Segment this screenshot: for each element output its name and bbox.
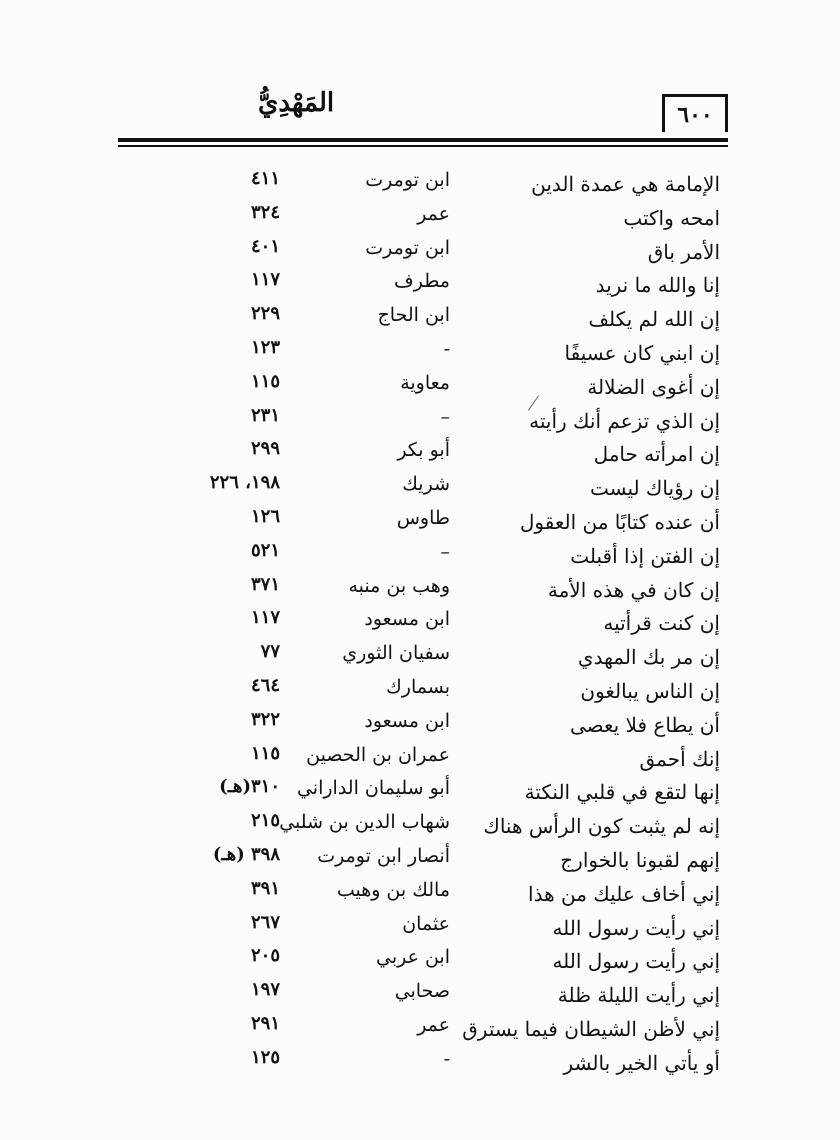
index-speaker: أبو سليمان الداراني <box>296 777 450 800</box>
index-speaker: سفيان الثوري <box>342 642 450 665</box>
index-phrase: إن أغوى الضلالة <box>587 374 720 399</box>
index-phrase: إن الذي تزعم أنك رأيته <box>529 408 720 433</box>
header-rule-thin <box>118 145 728 147</box>
index-speaker: ابن الحاج <box>377 304 450 327</box>
index-row <box>150 371 720 405</box>
index-row <box>150 675 720 709</box>
index-speaker: ابن تومرت <box>365 169 450 191</box>
index-pages: ٣٩٨ (هـ) <box>212 843 280 865</box>
index-speaker: مطرف <box>394 270 450 293</box>
index-speaker: أنصار ابن تومرت <box>317 844 450 867</box>
index-row <box>150 776 720 810</box>
index-phrase: امحه واكتب <box>623 205 720 230</box>
index-phrase: إنهم لقبونا بالخوارج <box>560 847 720 872</box>
index-phrase: إن ابني كان عسيفًا <box>564 340 720 365</box>
index-speaker: ابن مسعود <box>364 709 450 732</box>
index-phrase: إن كان في هذه الأمة <box>547 577 720 602</box>
index-speaker: بسمارك <box>386 675 450 698</box>
index-speaker: ابن مسعود <box>364 608 450 631</box>
index-table <box>150 168 720 1081</box>
index-speaker: شريك <box>402 473 450 496</box>
index-pages: ٥٢١ <box>250 539 280 561</box>
index-speaker: ابن تومرت <box>365 236 450 259</box>
index-speaker: ابن عربي <box>375 946 450 969</box>
index-pages: ٣١٠(هـ) <box>219 776 280 798</box>
index-pages: ٢١٥ <box>250 810 280 832</box>
index-row <box>150 844 720 878</box>
index-speaker: أبو بكر <box>397 439 450 462</box>
index-speaker: عثمان <box>402 912 450 935</box>
index-row <box>150 945 720 979</box>
index-pages: ١٢٥ <box>250 1046 280 1068</box>
index-speaker: عمر <box>417 1013 450 1036</box>
index-speaker: – <box>440 405 450 428</box>
index-pages: ٢٩١ <box>250 1012 280 1034</box>
index-row <box>150 405 720 439</box>
index-phrase: إنها لتقع في قلبي النكتة <box>524 780 720 805</box>
index-phrase: إن مر بك المهدي <box>577 645 720 670</box>
index-phrase: الإمامة هي عمدة الدين <box>531 172 720 196</box>
header-rule-thick <box>118 138 728 142</box>
index-phrase: إنك أحمق <box>639 746 720 771</box>
index-pages: ١٢٦ <box>250 505 280 527</box>
index-pages: ٣٢٢ <box>250 708 280 730</box>
index-pages: ١٢٣ <box>250 336 280 358</box>
index-row <box>150 506 720 540</box>
index-phrase: إن كنت قرأتيه <box>603 611 720 636</box>
index-speaker: طاوس <box>396 506 450 529</box>
index-pages: ١١٧ <box>250 269 280 291</box>
index-phrase: إني أخاف عليك من هذا <box>528 881 720 906</box>
index-row <box>150 303 720 337</box>
index-pages: ٤٦٤ <box>250 674 280 696</box>
index-pages: ١١٧ <box>250 607 280 629</box>
index-row <box>150 709 720 743</box>
index-pages: ٤١١ <box>250 168 280 189</box>
index-phrase: أن يطاع فلا يعصى <box>569 712 720 737</box>
index-row <box>150 168 720 202</box>
index-speaker: عمران بن الحصين <box>306 743 450 766</box>
index-pages: ١١٥ <box>250 370 280 392</box>
index-pages: ٤٠١ <box>250 235 280 257</box>
index-phrase: إني رأيت الليلة ظلة <box>557 983 720 1008</box>
index-phrase: إن الناس يبالغون <box>580 678 720 703</box>
index-phrase: إنا والله ما نريد <box>595 273 720 298</box>
index-pages: ٢٩٩ <box>250 438 280 460</box>
index-row <box>150 641 720 675</box>
index-speaker: - <box>443 1047 450 1070</box>
index-phrase: إني رأيت رسول الله <box>552 915 720 940</box>
index-speaker: شهاب الدين بن شلبي <box>279 811 450 834</box>
index-speaker: - <box>443 337 450 360</box>
index-phrase: إني لأظن الشيطان فيما يسترق <box>462 1016 720 1041</box>
index-row <box>150 912 720 946</box>
index-speaker: – <box>440 540 450 563</box>
index-row <box>150 472 720 506</box>
index-phrase: أو يأتي الخير بالشر <box>563 1050 720 1075</box>
index-row <box>150 607 720 641</box>
index-pages: ١١٥ <box>250 742 280 764</box>
index-pages: ٧٧ <box>260 641 280 663</box>
index-row <box>150 269 720 303</box>
index-speaker: صحابي <box>394 980 450 1003</box>
index-phrase: إن الفتن إذا أقبلت <box>570 543 720 568</box>
page-number: ٦٠٠ <box>662 94 728 132</box>
index-pages: ٢٠٥ <box>250 945 280 967</box>
index-pages: ٣٢٤ <box>250 201 280 223</box>
index-speaker: وهب بن منبه <box>348 574 450 597</box>
index-pages: ٢٦٧ <box>250 911 280 933</box>
index-pages: ١٩٧ <box>250 979 280 1001</box>
index-phrase: إن رؤياك ليست <box>589 476 720 501</box>
index-phrase: الأمر باق <box>647 239 720 264</box>
index-phrase: إن امرأته حامل <box>593 442 720 467</box>
index-row <box>150 337 720 371</box>
index-pages: ٣٩١ <box>250 877 280 899</box>
index-speaker: معاوية <box>400 371 450 394</box>
index-phrase: إنه لم يثبت كون الرأس هناك <box>483 814 720 839</box>
index-speaker: عمر <box>417 202 450 225</box>
index-row <box>150 878 720 912</box>
index-row <box>150 979 720 1013</box>
index-row <box>150 574 720 608</box>
index-row <box>150 1047 720 1081</box>
index-pages: ٢٣١ <box>250 404 280 426</box>
index-speaker: مالك بن وهيب <box>336 878 450 901</box>
index-phrase: إن الله لم يكلف <box>588 307 720 332</box>
running-title: المَهْدِيُّ <box>258 88 335 118</box>
index-row <box>150 236 720 270</box>
index-row <box>150 1013 720 1047</box>
index-pages: ٣٧١ <box>250 573 280 595</box>
index-phrase: إني رأيت رسول الله <box>552 949 720 974</box>
index-row <box>150 540 720 574</box>
index-phrase: أن عنده كتابًا من العقول <box>519 509 720 534</box>
index-pages: ١٩٨، ٢٢٦ <box>209 472 280 494</box>
index-row <box>150 202 720 236</box>
index-pages: ٢٢٩ <box>250 303 280 325</box>
